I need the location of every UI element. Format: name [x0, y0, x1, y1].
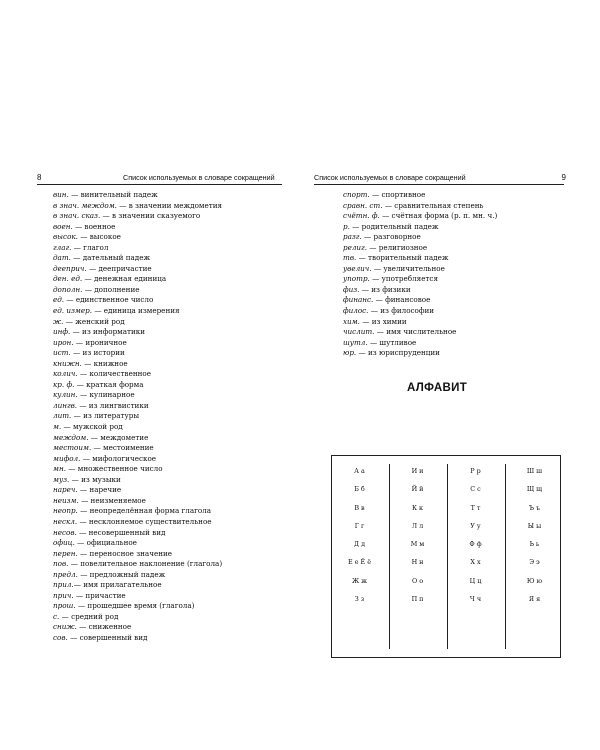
abbreviation-meaning: — творительный падеж [356, 253, 449, 263]
abbreviation-term: книжн. [53, 358, 82, 368]
abbreviation-meaning: — из лингвистики [77, 400, 149, 410]
alphabet-letter: И и [411, 467, 424, 475]
abbreviation-term: ж. [53, 316, 64, 326]
alphabet-letter: К к [412, 503, 423, 512]
abbreviation-term: счётн. ф. [343, 211, 380, 221]
abbreviation-meaning: — из истории [70, 348, 125, 358]
abbreviation-meaning: — военное [72, 221, 116, 231]
alphabet-letter: Б б [354, 485, 365, 494]
abbreviation-entry [53, 264, 282, 275]
abbreviation-term: офиц. [53, 538, 75, 548]
abbreviation-meaning: — дательный падеж [70, 253, 151, 263]
abbreviation-entry [343, 327, 564, 338]
column-divider [447, 464, 448, 649]
abbreviation-meaning: — имя прилагательное [73, 580, 162, 590]
page-number: 9 [561, 173, 566, 182]
abbreviation-term: религ. [343, 242, 367, 252]
abbreviation-entry [53, 517, 282, 528]
alphabet-letter: Д д [353, 540, 366, 549]
abbreviation-term: мифол. [53, 453, 81, 463]
abbreviation-term: воен. [53, 221, 73, 231]
abbreviation-term: спорт. [343, 190, 370, 199]
abbreviation-meaning: — сравнительная степень [382, 200, 484, 210]
abbreviation-entry [53, 485, 282, 496]
abbreviation-entry [53, 601, 282, 612]
alphabet-letter: Г г [354, 521, 365, 530]
alphabet-letter: Ы ы [527, 521, 542, 530]
alphabet-letter: Ъ ъ [528, 503, 541, 512]
abbreviation-meaning: — повелительное наклонение (глагола) [68, 559, 223, 569]
abbreviation-meaning: — местоимение [91, 443, 154, 453]
abbreviation-meaning: — совершенный вид [67, 632, 148, 642]
abbreviation-meaning: — шутливое [367, 337, 417, 347]
right-page-header [314, 172, 564, 185]
alphabet-column [512, 462, 557, 608]
alphabet-column [337, 462, 382, 608]
abbreviation-term: ирон. [53, 337, 74, 347]
alphabet-column [395, 462, 440, 608]
column-divider [505, 464, 506, 649]
abbreviation-meaning: — междометие [88, 432, 149, 442]
abbreviation-term: хим. [343, 316, 360, 326]
abbreviation-term: междом. [53, 432, 89, 442]
abbreviation-entry [53, 253, 282, 264]
abbreviation-term: местоим. [53, 443, 92, 453]
abbreviation-entry [343, 295, 564, 306]
abbreviation-entry [53, 190, 282, 201]
alphabet-heading: АЛФАВИТ [406, 381, 468, 394]
abbreviation-meaning: — из химии [359, 316, 407, 326]
abbreviation-term: кулин. [53, 390, 78, 400]
abbreviation-meaning: — множественное число [65, 464, 163, 474]
abbreviation-entry [53, 570, 282, 581]
abbreviation-term: сниж. [53, 622, 77, 632]
abbreviation-term: разг. [343, 232, 362, 242]
abbreviation-term: неопр. [53, 506, 78, 516]
abbreviation-entry [343, 211, 564, 222]
abbreviation-term: глаг. [53, 242, 72, 252]
abbreviation-meaning: — винительный падеж [68, 190, 158, 199]
alphabet-letter: Э э [529, 558, 540, 567]
abbreviation-meaning: — мужской род [61, 422, 123, 432]
alphabet-letter: Ш ш [526, 467, 543, 475]
abbreviation-term: с. [53, 611, 60, 621]
abbreviation-meaning: — дополнение [82, 284, 140, 294]
abbreviation-meaning: — из литературы [71, 411, 140, 421]
abbreviation-term: числит. [343, 327, 375, 337]
abbreviation-meaning: — женский род [63, 316, 125, 326]
abbreviation-term: юр. [343, 348, 357, 358]
left-page [37, 172, 282, 644]
abbreviation-term: физ. [343, 284, 360, 294]
abbreviation-term: тв. [343, 253, 357, 263]
abbreviation-entry [53, 580, 282, 591]
abbreviation-entry [53, 232, 282, 243]
abbreviation-meaning: — несовершенный вид [76, 527, 166, 537]
abbreviation-meaning: — глагол [71, 242, 109, 252]
abbreviation-entry [53, 285, 282, 296]
abbreviation-term: р. [343, 221, 350, 231]
abbreviation-entry [53, 243, 282, 254]
abbreviation-term: сравн. ст. [343, 200, 383, 210]
alphabet-letter: Ч ч [469, 595, 482, 604]
abbreviation-term: перен. [53, 548, 78, 558]
abbreviation-entry [53, 201, 282, 212]
right-page [314, 172, 566, 604]
abbreviation-entry [53, 348, 282, 359]
abbreviation-term: нареч. [53, 485, 78, 495]
alphabet-letter: З з [354, 595, 365, 604]
abbreviation-entry [53, 475, 282, 486]
abbreviation-entry [343, 264, 564, 275]
abbreviation-term: прош. [53, 601, 76, 611]
abbreviation-meaning: — переносное значение [77, 548, 173, 558]
abbreviation-entry [343, 232, 564, 243]
abbreviation-term: дееприч. [53, 263, 87, 273]
abbreviation-term: ед. измер. [53, 306, 93, 316]
abbreviation-entry [343, 317, 564, 328]
column-divider [389, 464, 390, 649]
alphabet-letter: Я я [528, 595, 541, 604]
abbreviation-meaning: — краткая форма [74, 379, 144, 389]
abbreviation-entry [343, 285, 564, 296]
abbreviation-meaning: — религиозное [366, 242, 428, 252]
abbreviation-term: вин. [53, 190, 69, 199]
abbreviation-term: ист. [53, 348, 71, 358]
abbreviation-term: муз. [53, 474, 70, 484]
abbreviation-meaning: — спортивное [369, 190, 426, 199]
abbreviation-meaning: — книжное [81, 358, 128, 368]
abbreviation-entry [53, 401, 282, 412]
abbreviation-entry [53, 559, 282, 570]
alphabet-letter: Т т [470, 503, 481, 512]
abbreviation-term: лингв. [53, 400, 78, 410]
abbreviation-term: несов. [53, 527, 77, 537]
abbreviation-entry [53, 306, 282, 317]
abbreviation-meaning: — средний род [59, 611, 119, 621]
abbreviation-entry [53, 622, 282, 633]
abbreviation-meaning: — прошедшее время (глагола) [75, 601, 195, 611]
abbreviation-entry [53, 317, 282, 328]
abbreviation-entry [53, 633, 282, 644]
abbreviation-term: м. [53, 422, 62, 432]
alphabet-letter: У у [470, 521, 481, 530]
abbreviation-meaning: — денежная единица [82, 274, 167, 284]
alphabet-letter: М м [410, 540, 425, 549]
alphabet-letter: Щ щ [526, 485, 543, 494]
abbreviation-entry [53, 295, 282, 306]
abbreviation-entry [53, 338, 282, 349]
abbreviation-entry [53, 380, 282, 391]
alphabet-letter: Ж ж [351, 576, 368, 585]
abbreviation-entry [53, 274, 282, 285]
abbreviation-meaning: — разговорное [361, 232, 421, 242]
abbreviation-meaning: — счётная форма (р. п. мн. ч.) [379, 211, 498, 221]
abbreviation-entry [343, 348, 564, 359]
alphabet-letter: П п [411, 595, 424, 604]
abbreviation-meaning: — в значении сказуемого [100, 211, 201, 221]
alphabet-letter: Ц ц [469, 576, 482, 585]
abbreviation-entry [53, 506, 282, 517]
abbreviation-entry [343, 222, 564, 233]
alphabet-letter: С с [470, 485, 481, 494]
abbreviation-meaning: — деепричастие [86, 263, 152, 273]
abbreviation-entry [53, 528, 282, 539]
abbreviation-entry [53, 443, 282, 454]
abbreviation-entry [53, 612, 282, 623]
abbreviation-meaning: — официальное [74, 538, 137, 548]
abbreviation-term: финанс. [343, 295, 374, 305]
abbreviation-entry [53, 369, 282, 380]
abbreviation-entry [343, 338, 564, 349]
abbreviation-term: сов. [53, 632, 68, 642]
abbreviation-meaning: — единица измерения [92, 306, 180, 316]
abbreviation-entry [53, 422, 282, 433]
abbreviation-meaning: — мифологическое [80, 453, 157, 463]
abbreviation-entry [53, 411, 282, 422]
abbreviation-term: в знач. сказ. [53, 211, 101, 221]
abbreviation-entry [53, 327, 282, 338]
abbreviation-meaning: — из физики [359, 284, 411, 294]
abbreviation-list [53, 190, 282, 644]
abbreviation-entry [343, 201, 564, 212]
abbreviation-meaning: — несклоняемое существительное [77, 516, 212, 526]
abbreviation-term: ден. ед. [53, 274, 83, 284]
abbreviation-term: дополн. [53, 284, 83, 294]
abbreviation-meaning: — употребляется [369, 274, 438, 284]
alphabet-letter: О о [411, 576, 424, 585]
abbreviation-meaning: — из философии [368, 306, 435, 316]
abbreviation-entry [53, 496, 282, 507]
abbreviation-term: предл. [53, 569, 78, 579]
alphabet-table [331, 455, 561, 658]
abbreviation-entry [53, 464, 282, 475]
abbreviation-entry [53, 433, 282, 444]
abbreviation-meaning: — ироничное [73, 337, 127, 347]
abbreviation-term: неизм. [53, 495, 79, 505]
alphabet-letter: Ь ь [529, 540, 540, 549]
abbreviation-meaning: — сниженное [76, 622, 132, 632]
abbreviation-meaning: — из юриспруденции [356, 348, 440, 358]
alphabet-letter: Х х [470, 558, 481, 567]
page-number: 8 [37, 173, 42, 182]
abbreviation-meaning: — наречие [77, 485, 122, 495]
alphabet-letter: А а [354, 467, 365, 475]
abbreviation-term: нескл. [53, 516, 78, 526]
abbreviation-term: кр. ф. [53, 379, 75, 389]
abbreviation-entry [53, 549, 282, 560]
abbreviation-meaning: — предложный падеж [77, 569, 166, 579]
abbreviation-entry [343, 253, 564, 264]
abbreviation-term: лит. [53, 411, 72, 421]
alphabet-letter: Л л [411, 521, 424, 530]
abbreviation-term: дат. [53, 253, 71, 263]
left-page-header [37, 172, 282, 185]
abbreviation-meaning: — количественное [77, 369, 151, 379]
abbreviation-term: мн. [53, 464, 66, 474]
abbreviation-meaning: — причастие [73, 590, 126, 600]
abbreviation-term: прил. [53, 580, 74, 590]
abbreviation-term: высок. [53, 232, 78, 242]
alphabet-letter: Е е Ё ё [348, 558, 371, 567]
abbreviation-term: прич. [53, 590, 74, 600]
abbreviation-meaning: — высокое [77, 232, 121, 242]
abbreviation-term: филос. [343, 306, 369, 316]
alphabet-letter: Й й [411, 485, 424, 494]
abbreviation-meaning: — неопределённая форма глагола [77, 506, 212, 516]
abbreviation-entry [53, 390, 282, 401]
running-head: Список используемых в словаре сокращений [314, 173, 466, 182]
abbreviation-meaning: — из музыки [69, 474, 121, 484]
abbreviation-entry [343, 274, 564, 285]
abbreviation-meaning: — увеличительное [371, 263, 445, 273]
abbreviation-entry [343, 243, 564, 254]
abbreviation-entry [53, 222, 282, 233]
abbreviation-term: увелич. [343, 263, 372, 273]
alphabet-letter: В в [354, 503, 365, 512]
abbreviation-term: колич. [53, 369, 78, 379]
abbreviation-meaning: — родительный падеж [349, 221, 439, 231]
abbreviation-term: шутл. [343, 337, 368, 347]
abbreviation-meaning: — финансовое [373, 295, 431, 305]
abbreviation-entry [53, 538, 282, 549]
abbreviation-meaning: — единственное число [64, 295, 154, 305]
abbreviation-meaning: — из информатики [70, 327, 146, 337]
abbreviation-term: ед. [53, 295, 65, 305]
abbreviation-entry [53, 591, 282, 602]
abbreviation-entry [343, 190, 564, 201]
abbreviation-entry [53, 454, 282, 465]
alphabet-letter: Р р [470, 467, 481, 475]
abbreviation-meaning: — неизменяемое [78, 495, 146, 505]
abbreviation-entry [53, 211, 282, 222]
abbreviation-meaning: — имя числительное [374, 327, 457, 337]
abbreviation-meaning: — в значении междометия [116, 200, 223, 210]
abbreviation-list [343, 190, 564, 359]
abbreviation-term: пов. [53, 559, 69, 569]
abbreviation-term: употр. [343, 274, 370, 284]
alphabet-column [453, 462, 498, 608]
abbreviation-entry [343, 306, 564, 317]
alphabet-letter: Ф ф [469, 540, 482, 549]
alphabet-letter: Н н [411, 558, 424, 567]
running-head: Список используемых в словаре сокращений [123, 173, 275, 182]
abbreviation-meaning: — кулинарное [77, 390, 135, 400]
alphabet-letter: Ю ю [526, 576, 543, 585]
abbreviation-entry [53, 359, 282, 370]
abbreviation-term: в знач. междом. [53, 200, 117, 210]
abbreviation-term: инф. [53, 327, 71, 337]
